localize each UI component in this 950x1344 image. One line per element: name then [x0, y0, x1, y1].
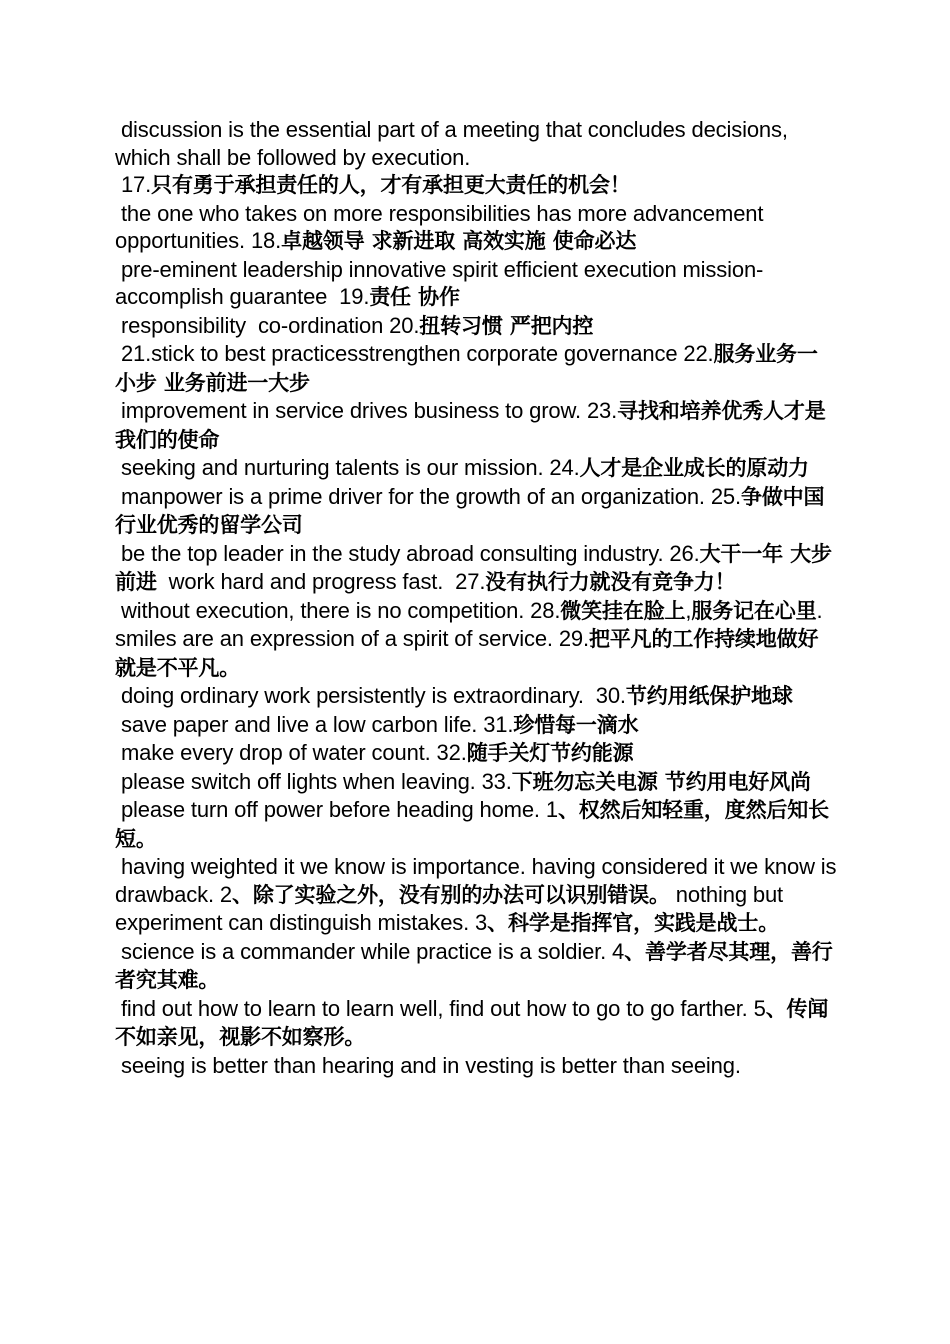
- chinese-slogan-text: 把平凡的工作持续地做好就是不平凡。: [115, 627, 819, 680]
- document-paragraph: [115, 625, 837, 682]
- chinese-slogan-text: 、传闻不如亲见，视影不如察形。: [115, 996, 829, 1049]
- chinese-slogan-text: 、善学者尽其理，善行者究其难。: [115, 939, 833, 992]
- document-paragraph: [115, 171, 837, 200]
- document-paragraph: [115, 938, 837, 995]
- chinese-slogan-text: 微笑挂在脸上: [560, 598, 686, 623]
- document-paragraph: [115, 454, 837, 483]
- chinese-slogan-text: 责任 协作: [369, 285, 460, 309]
- document-paragraph: [115, 853, 843, 938]
- document-paragraph: [115, 200, 837, 256]
- chinese-slogan-text: 争做中国行业优秀的留学公司: [115, 484, 825, 537]
- english-text: seeking and nurturing talents is our mission. 24.: [115, 455, 580, 480]
- english-text: 21.stick to best practicesstrengthen corporate governance 22.: [115, 341, 714, 366]
- document-paragraph: [115, 711, 837, 740]
- document-paragraph: [115, 796, 837, 853]
- document-paragraph: [115, 397, 837, 454]
- document-paragraph: [115, 995, 837, 1052]
- english-text: doing ordinary work persistently is extraordinary. 30.: [115, 683, 626, 708]
- document-paragraph: [115, 739, 837, 768]
- english-text: work hard and progress fast. 27.: [156, 569, 486, 594]
- english-text: find out how to learn to learn well, find out how to go to go farther. 5: [115, 995, 766, 1021]
- chinese-slogan-text: 寻找和培养优秀人才是我们的使命: [115, 399, 826, 452]
- chinese-slogan-text: 下班勿忘关电源 节约用电好风尚: [511, 769, 811, 794]
- document-paragraph: [115, 116, 837, 171]
- document-paragraph: [115, 340, 837, 397]
- english-text: pre-eminent leadership innovative spirit efficient execution mission-accomplish guarantee 19.: [115, 256, 764, 309]
- chinese-slogan-text: 、除了实验之外，没有别的办法可以识别错误。: [231, 882, 670, 907]
- english-text: save paper and live a low carbon life. 31.: [115, 711, 514, 737]
- english-text: seeing is better than hearing and in vesting is better than seeing.: [115, 1052, 741, 1078]
- document-page: [115, 116, 843, 1079]
- document-paragraph: [115, 483, 837, 540]
- chinese-slogan-text: 服务业务一小步 业务前进一大步: [115, 342, 818, 395]
- chinese-slogan-text: 扭转习惯 严把内控: [419, 313, 594, 338]
- english-text: make every drop of water count. 32.: [115, 740, 467, 765]
- english-text: science is a commander while practice is a soldier. 4: [115, 938, 625, 964]
- english-text: without execution, there is no competition. 28.: [115, 597, 561, 623]
- chinese-slogan-text: 、权然后知轻重，度然后知长短。: [115, 798, 829, 851]
- english-text: nothing but experiment can distinguish mistakes. 3: [115, 881, 789, 935]
- chinese-slogan-text: 卓越领导 求新进取 高效实施 使命必达: [281, 229, 637, 253]
- chinese-slogan-text: 、科学是指挥官，实践是战士。: [487, 911, 780, 935]
- english-text: ,: [685, 597, 692, 623]
- english-text: having weighted it we know is importance. having considered it we know is drawback. 2: [115, 854, 843, 907]
- english-text: please switch off lights when leaving. 33.: [115, 768, 512, 794]
- document-paragraph: [115, 312, 837, 341]
- english-text: smiles are an expression of a spirit of service. 29.: [115, 626, 589, 651]
- chinese-slogan-text: 节约用纸保护地球: [625, 684, 793, 708]
- document-paragraph: [115, 597, 837, 626]
- english-text: please turn off power before heading home. 1: [115, 797, 558, 822]
- english-text: be the top leader in the study abroad consulting industry. 26.: [115, 540, 700, 566]
- chinese-slogan-text: 没有执行力就没有竞争力！: [485, 570, 736, 594]
- document-paragraph: [115, 256, 837, 312]
- english-text: 17.: [115, 172, 152, 197]
- english-text: discussion is the essential part of a meeting that concludes decisions, which shall be followed by execution.: [115, 117, 794, 170]
- english-text: improvement in service drives business to grow. 23.: [115, 398, 618, 423]
- english-text: the one who takes on more responsibilities has more advancement opportunities. 18.: [115, 200, 770, 253]
- english-text: .: [816, 597, 823, 623]
- english-text: responsibility co-ordination 20.: [115, 312, 420, 338]
- chinese-slogan-text: 珍惜每一滴水: [513, 712, 639, 737]
- chinese-slogan-text: 大干一年 大步前进: [115, 541, 832, 594]
- chinese-slogan-text: 随手关灯节约能源: [466, 741, 634, 765]
- chinese-slogan-text: 服务记在心里: [691, 598, 817, 623]
- document-paragraph: [115, 682, 837, 711]
- english-text: manpower is a prime driver for the growth of an organization. 25.: [115, 483, 741, 509]
- document-paragraph: [115, 768, 837, 797]
- document-paragraph: [115, 540, 837, 597]
- document-paragraph: [115, 1052, 837, 1080]
- chinese-slogan-text: 只有勇于承担责任的人，才有承担更大责任的机会！: [151, 173, 631, 197]
- chinese-slogan-text: 人才是企业成长的原动力: [579, 456, 809, 480]
